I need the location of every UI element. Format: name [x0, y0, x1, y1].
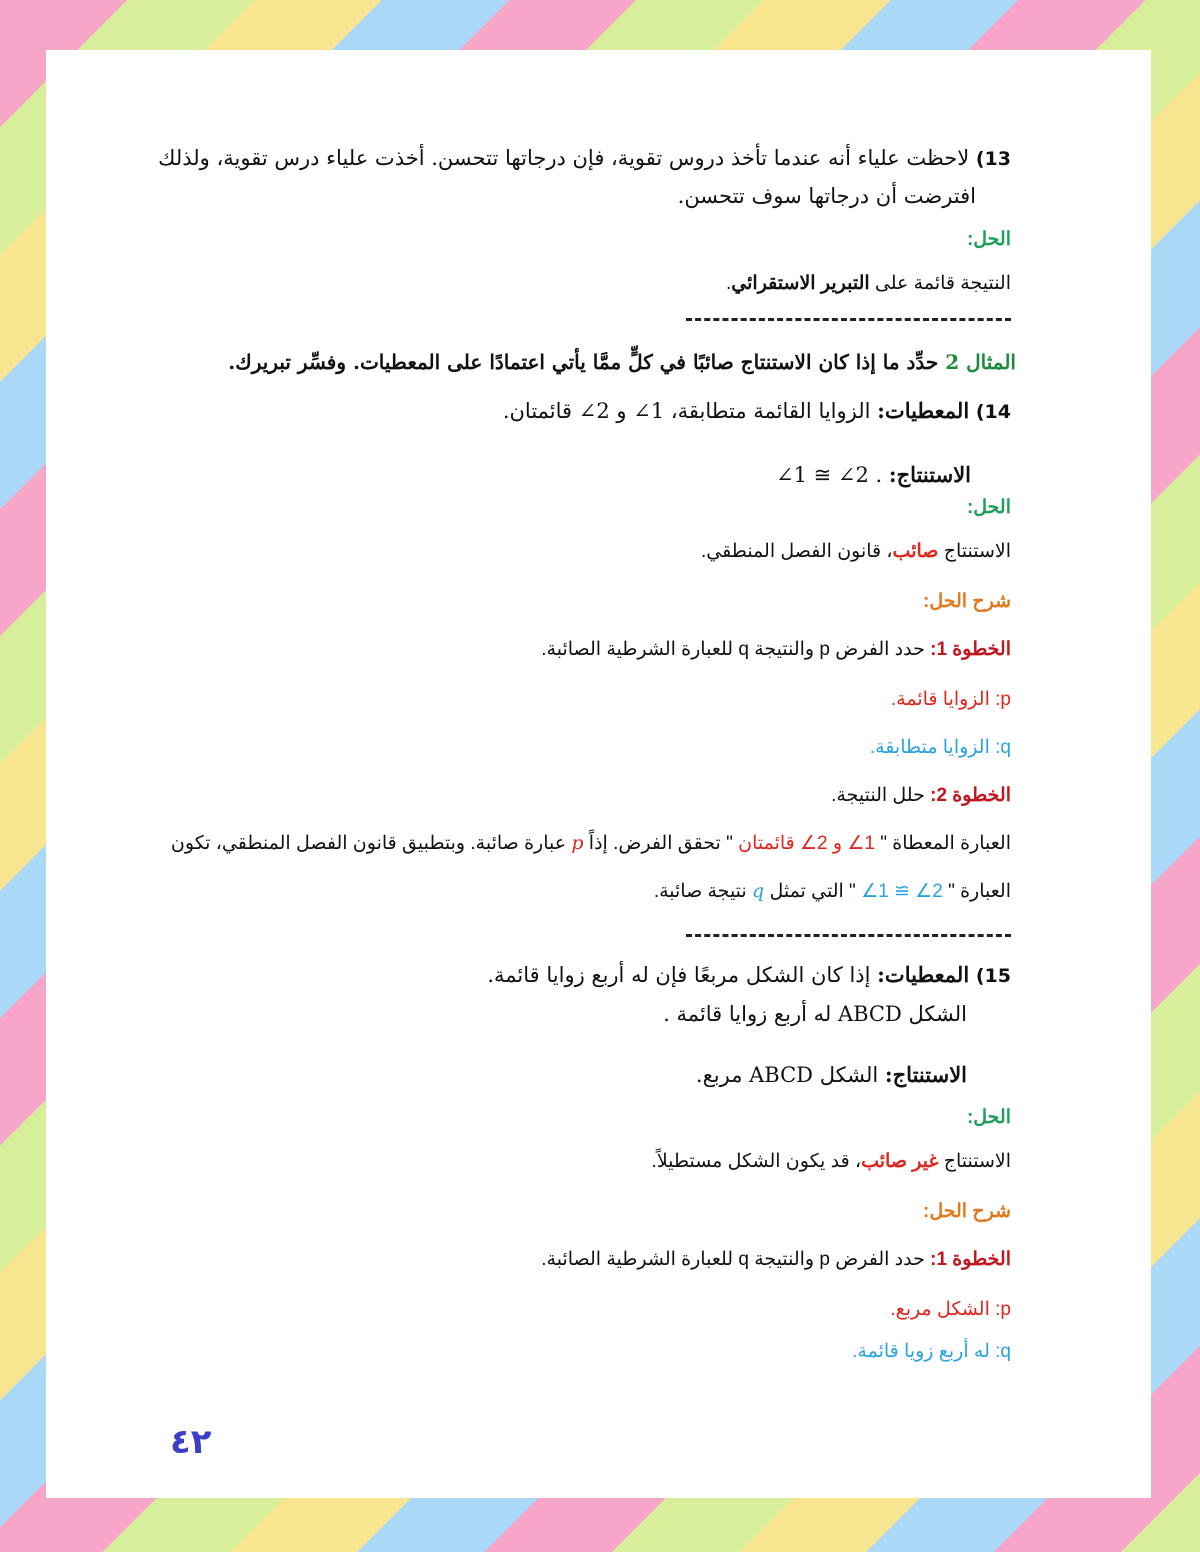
q15-p-line: p: الشكل مربع.	[890, 1299, 1011, 1320]
q14-given-text: الزوايا القائمة متطابقة، 1∠ و 2∠ قائمتان.	[502, 399, 871, 423]
q14-q-line: q: الزوايا متطابقة.	[869, 737, 1011, 758]
q15-q-line: q: له أربع زويا قائمة.	[852, 1341, 1011, 1362]
q15-answer: الاستنتاج غير صائب، قد يكون الشكل مستطيلاً.	[651, 1151, 1011, 1172]
q14-number: 14)	[975, 401, 1011, 423]
answer-verdict: غير صائب	[861, 1151, 939, 1172]
q13-solution-label: الحل:	[966, 229, 1011, 250]
step1-text: حدد الفرض p والنتيجة q للعبارة الشرطية الصائبة.	[541, 639, 925, 660]
page-sheet	[46, 50, 1151, 1498]
q15-conclusion-text: الشكل ABCD مربع.	[695, 1063, 879, 1087]
q13-line2: افترضت أن درجاتها سوف تتحسن.	[677, 184, 976, 208]
q14-solution-label: الحل:	[966, 497, 1011, 518]
q13-text: لاحظت علياء أنه عندما تأخذ دروس تقوية، فإن درجاتها تتحسن. أخذت علياء درس تقوية، ولذلك	[158, 146, 970, 170]
example-label: المثال 2	[945, 350, 1016, 374]
step1-label: الخطوة 1:	[930, 639, 1011, 660]
q14-explain-label: شرح الحل:	[923, 591, 1011, 612]
given-label: المعطيات:	[877, 962, 970, 987]
q14-conclusion	[776, 462, 971, 487]
example2-heading	[228, 350, 1016, 374]
step1-label: الخطوة 1:	[930, 1249, 1011, 1270]
q15-given-text: إذا كان الشكل مربعًا فإن له أربع زوايا قائمة.	[487, 963, 871, 987]
divider	[686, 934, 1011, 937]
answer-verdict: صائب	[892, 541, 939, 562]
conclusion-label: الاستنتاج:	[888, 462, 971, 487]
step2-label: الخطوة 2:	[930, 785, 1011, 806]
example2-text: حدِّد ما إذا كان الاستنتاج صائبًا في كلٍّ ممَّا يأتي اعتمادًا على المعطيات. وفسِّر تبريرك.	[228, 350, 939, 374]
divider	[686, 318, 1011, 321]
q14-explanation-line2: العبارة " 2∠ ≅ 1∠ " التي تمثل q نتيجة صائبة.	[653, 880, 1011, 902]
q15-given-line1	[487, 962, 1011, 987]
given-label: المعطيات:	[877, 398, 970, 423]
q15-solution-label: الحل:	[966, 1107, 1011, 1128]
step1-text: حدد الفرض p والنتيجة q للعبارة الشرطية الصائبة.	[541, 1249, 925, 1270]
q14-given	[503, 398, 1011, 423]
page-number: ٤٢	[170, 1422, 212, 1462]
q14-answer: الاستنتاج صائب، قانون الفصل المنطقي.	[701, 541, 1011, 562]
q15-given-line2: الشكل ABCD له أربع زوايا قائمة .	[663, 1002, 967, 1026]
q14-conclusion-text: ∠1 ≅ ∠2 .	[775, 463, 883, 487]
q14-p-line: p: الزوايا قائمة.	[890, 689, 1011, 710]
inductive-reasoning-term: التبرير الاستقرائي	[731, 273, 870, 294]
q15-conclusion	[696, 1062, 967, 1087]
step2-text: حلل النتيجة.	[831, 785, 925, 806]
q15-number: 15)	[975, 965, 1011, 987]
q14-step1	[541, 638, 1011, 661]
q13-line1	[158, 146, 1011, 170]
q14-step2	[831, 784, 1011, 807]
q15-step1	[541, 1248, 1011, 1271]
q13-number: 13)	[975, 148, 1011, 170]
q15-explain-label: شرح الحل:	[923, 1201, 1011, 1222]
q13-answer: النتيجة قائمة على التبرير الاستقرائي.	[726, 273, 1011, 294]
q14-explanation-line1: العبارة المعطاة " 1∠ و 2∠ قائمتان " تحقق الفرض. إذاً p عبارة صائبة. وبتطبيق قانون الفصل المنطقي، تكون	[170, 832, 1011, 854]
conclusion-label: الاستنتاج:	[884, 1062, 967, 1087]
